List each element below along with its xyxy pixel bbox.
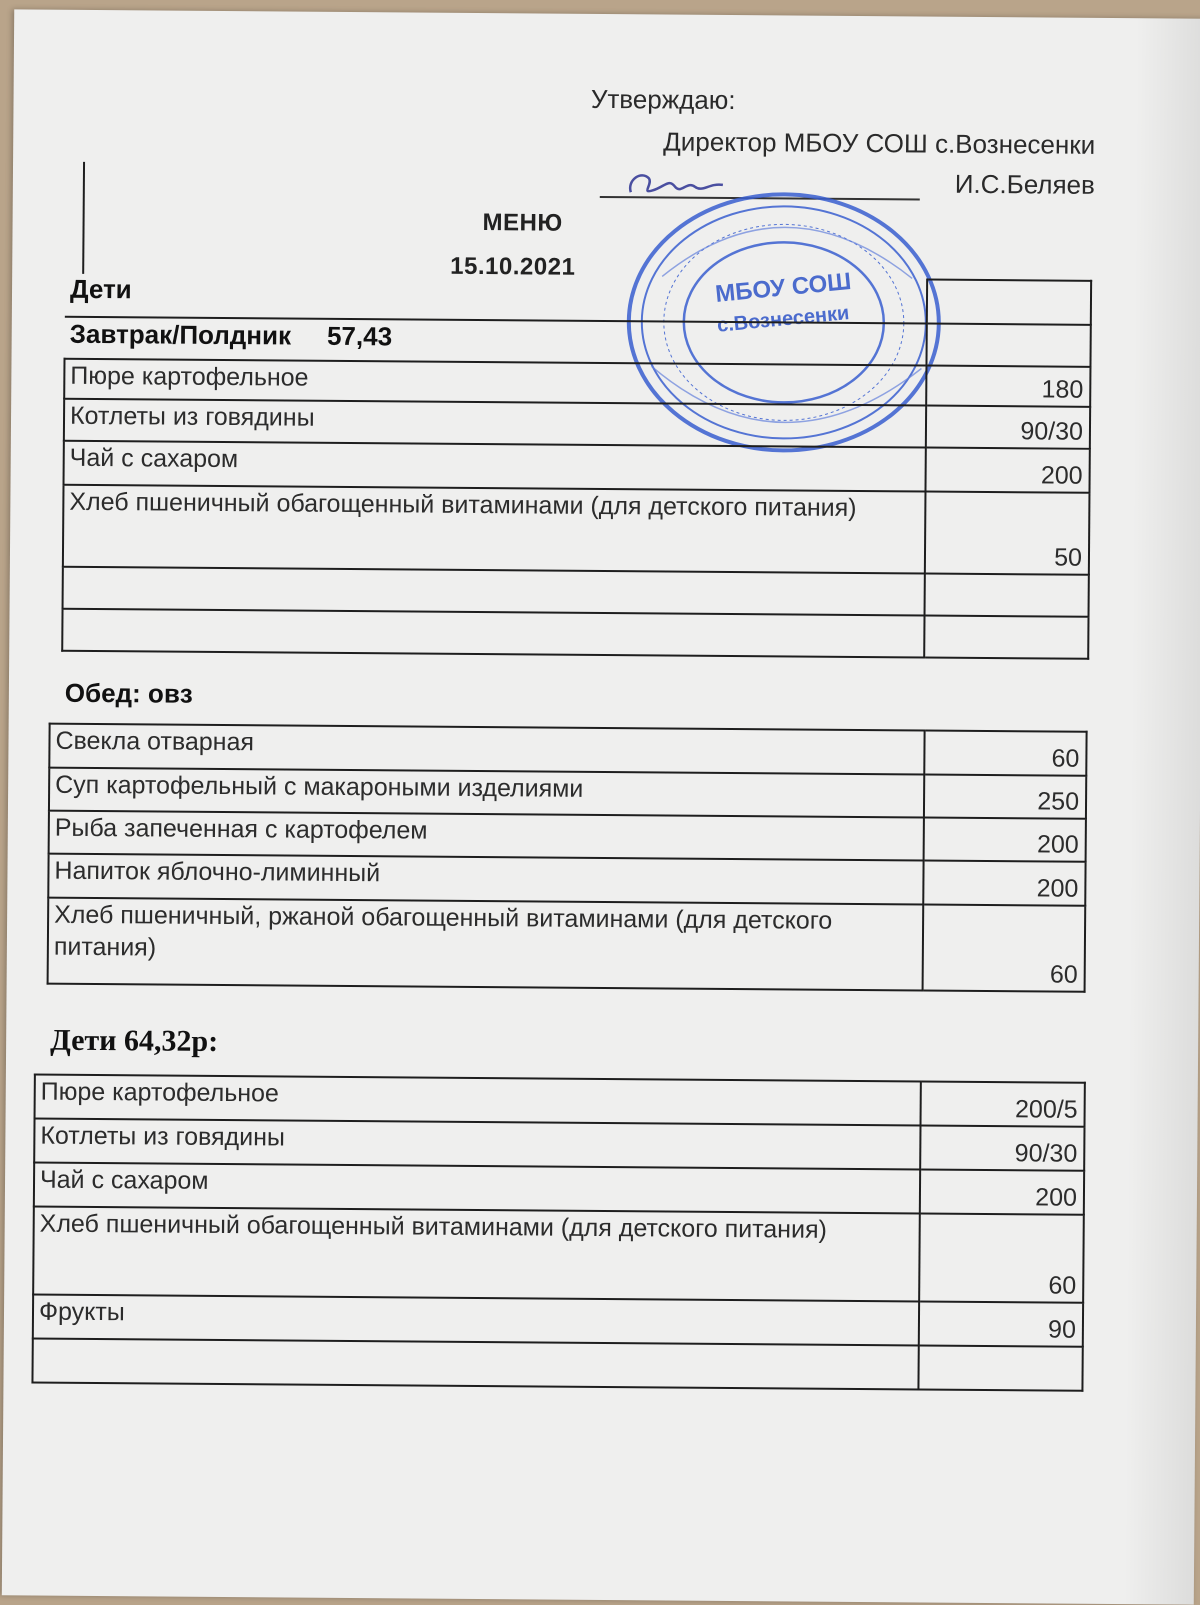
- approval-heading: Утверждаю:: [590, 83, 736, 116]
- lunch-label: Обед: овз: [64, 677, 193, 709]
- dish-name: Фрукты: [33, 1295, 919, 1346]
- dish-amount: 200/5: [921, 1081, 1085, 1126]
- empty-cell: [32, 1339, 918, 1390]
- dish-name: Рыба запеченная с картофелем: [49, 811, 924, 861]
- dish-name: Напиток яблочно-лиминный: [48, 854, 923, 905]
- dish-name: Хлеб пшеничный, ржаной обагощенный витаминами (для детского питания): [48, 898, 924, 991]
- table-row-empty: [62, 609, 1088, 659]
- director-title: Директор МБОУ СОШ с.Вознесенки: [663, 126, 1096, 160]
- meal-price: 57,43: [326, 320, 393, 352]
- table-row: [63, 485, 1090, 575]
- table-row: [48, 898, 1086, 992]
- dish-amount: 90/30: [926, 406, 1090, 449]
- kids-paid-label: Дети 64,32р:: [50, 1023, 219, 1058]
- empty-cell: [924, 616, 1088, 659]
- dish-amount: 90/30: [920, 1125, 1084, 1170]
- dish-name: Чай с сахаром: [34, 1163, 920, 1214]
- director-name: И.С.Беляев: [954, 168, 1096, 200]
- table-row: [33, 1207, 1084, 1303]
- table-row-empty: [32, 1339, 1082, 1391]
- empty-cell: [62, 609, 924, 658]
- empty-cell: [918, 1345, 1082, 1390]
- dish-amount: 250: [924, 775, 1086, 819]
- dish-amount: 50: [925, 492, 1090, 575]
- kids-paid-table: [31, 1074, 1085, 1392]
- dish-amount: 90: [919, 1301, 1083, 1346]
- stamp-org-name: МБОУ СОШ: [714, 267, 853, 308]
- dish-amount: 180: [926, 366, 1090, 407]
- dish-amount: 60: [923, 905, 1086, 992]
- dish-name: Хлеб пшеничный обагощенный витаминами (для детского питания): [33, 1207, 920, 1302]
- dish-amount: 200: [925, 448, 1089, 493]
- menu-sheet: [2, 9, 1200, 1604]
- breakfast-table: [61, 272, 1092, 660]
- dish-name: Свекла отварная: [49, 724, 924, 775]
- meal-name: Завтрак/Полдник: [69, 318, 292, 351]
- meal-label: [65, 317, 927, 366]
- group-label: [65, 273, 927, 324]
- dish-name: Пюре картофельное: [64, 359, 926, 406]
- amount-cell-empty: [927, 280, 1091, 325]
- dish-name: Котлеты из говядины: [64, 399, 926, 448]
- stamp-village-name: с.Вознесенки: [716, 302, 851, 337]
- empty-cell: [925, 574, 1089, 617]
- dish-name: Суп картофельный с макароными изделиями: [49, 768, 924, 818]
- lunch-table: [47, 723, 1088, 993]
- dish-amount: 200: [920, 1169, 1084, 1214]
- menu-title: МЕНЮ: [482, 209, 563, 237]
- empty-cell: [63, 567, 925, 616]
- group-name: Дети: [69, 273, 132, 305]
- dish-amount: 60: [924, 731, 1086, 776]
- dish-name: Чай с сахаром: [64, 441, 926, 492]
- page-shadow: [1124, 18, 1200, 1605]
- dish-amount: 200: [924, 818, 1086, 862]
- amount-cell-empty: [926, 324, 1090, 367]
- dish-amount: 200: [923, 861, 1085, 906]
- dish-amount: 60: [919, 1213, 1084, 1302]
- dish-name: Пюре картофельное: [35, 1075, 921, 1126]
- table-corner-line: [82, 162, 85, 274]
- dish-name: Котлеты из говядины: [34, 1119, 920, 1170]
- menu-date: 15.10.2021: [450, 252, 576, 281]
- dish-name: Хлеб пшеничный обагощенный витаминами (для детского питания): [63, 485, 926, 574]
